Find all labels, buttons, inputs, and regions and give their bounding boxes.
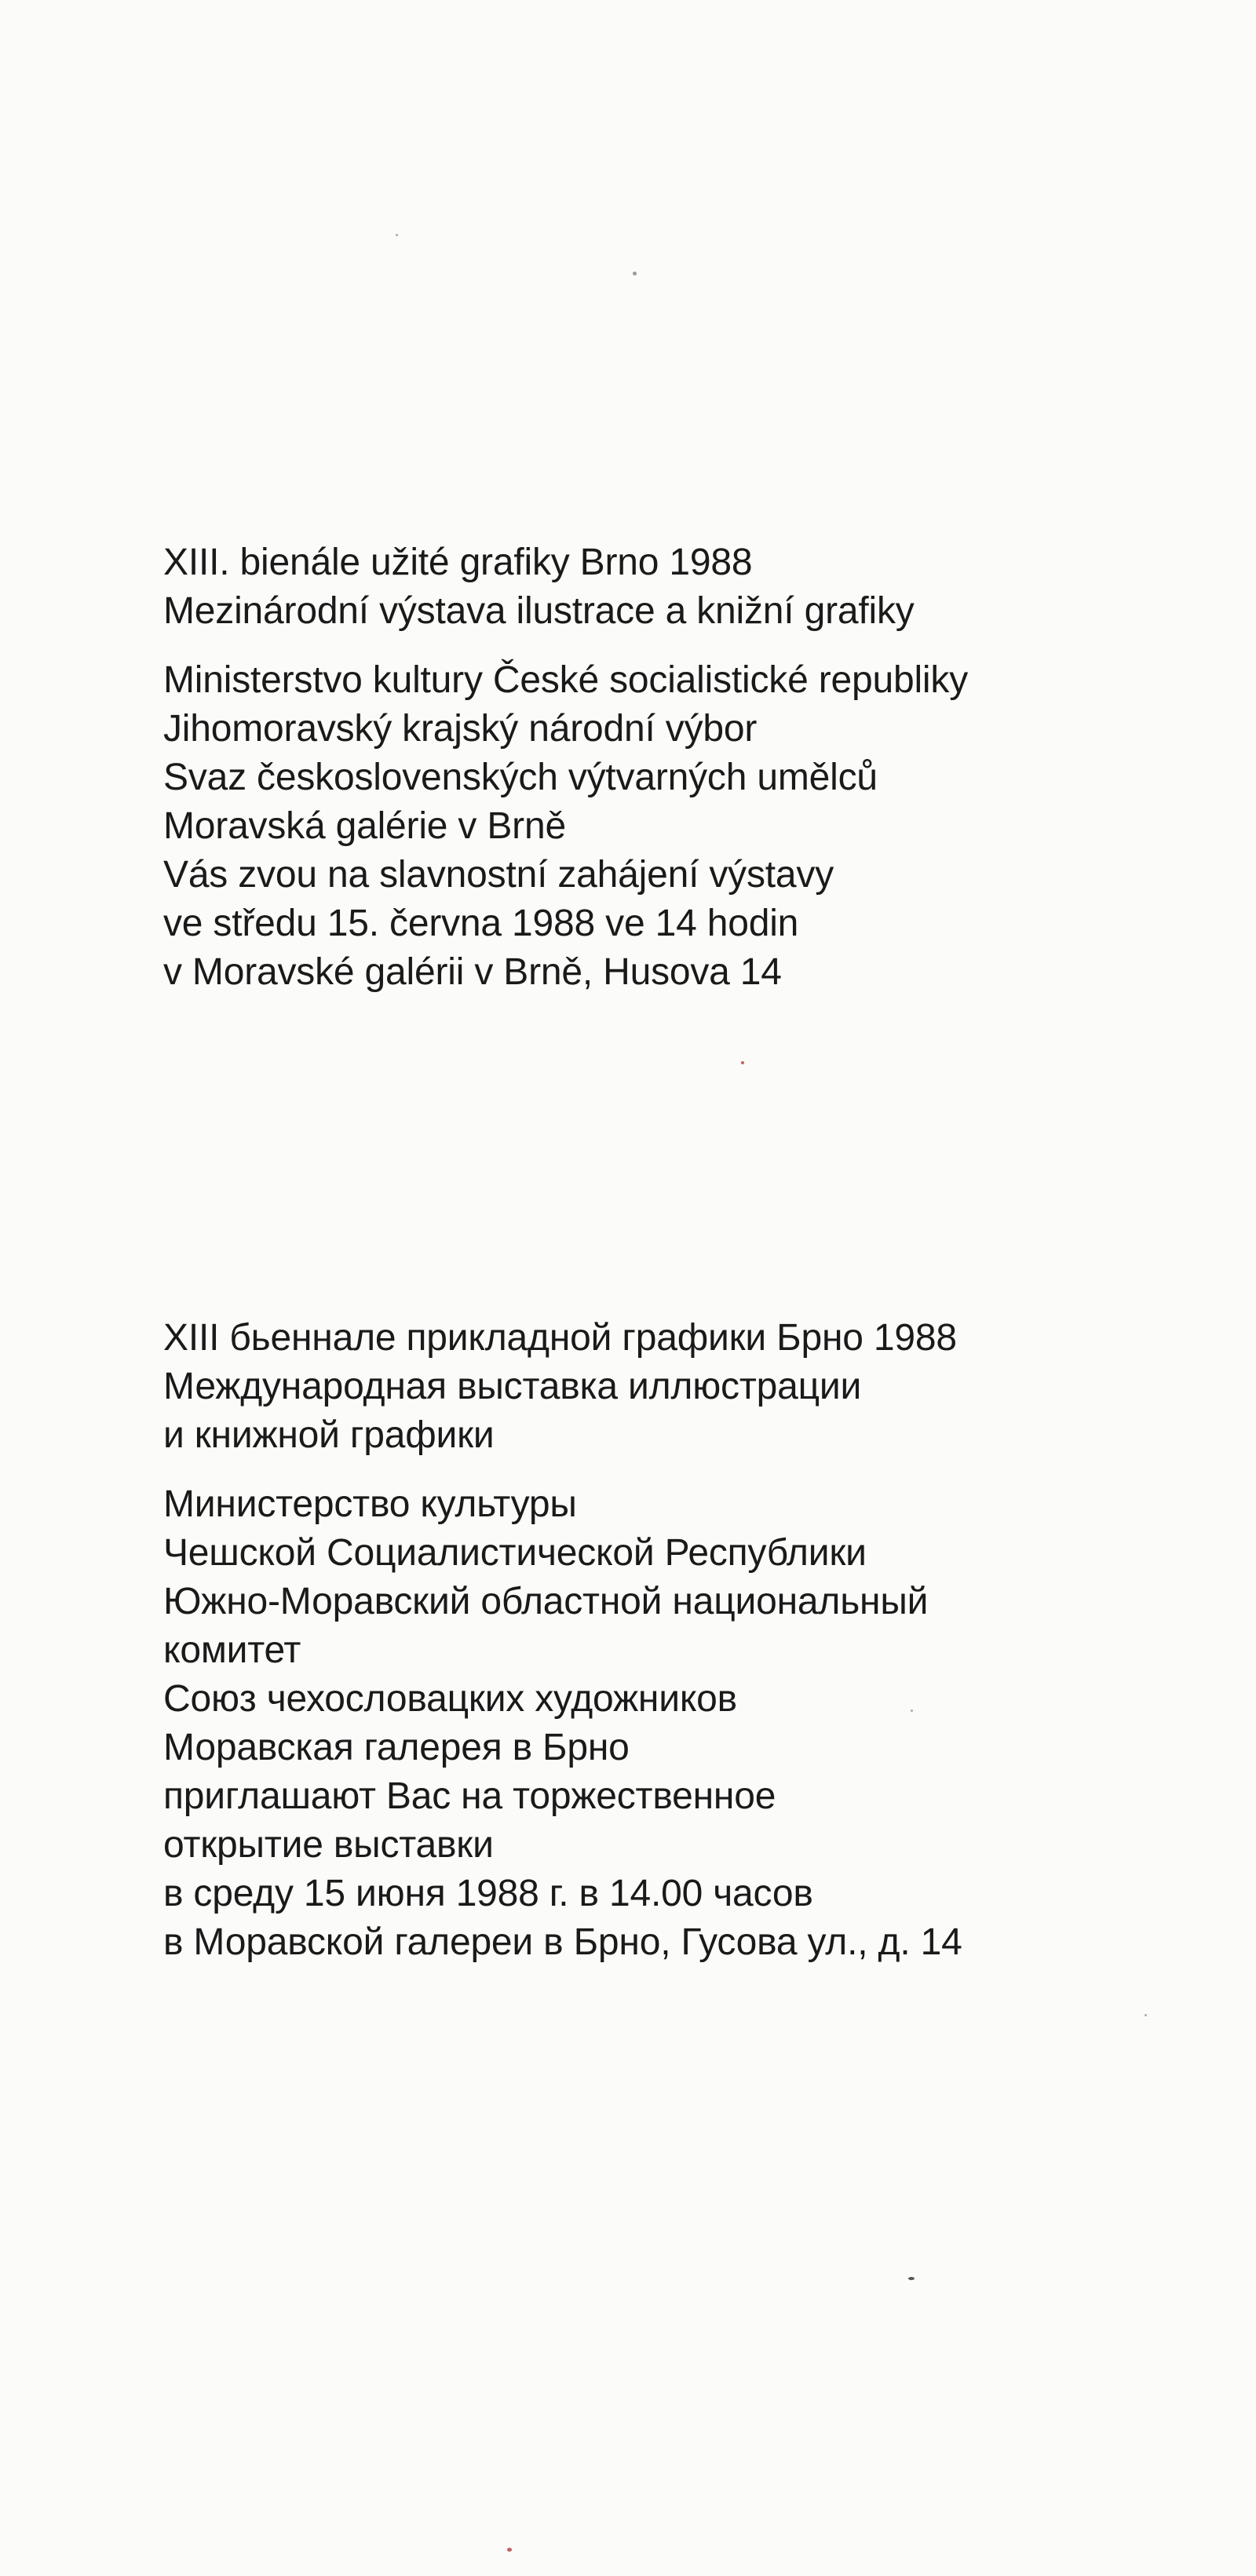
czech-body-line-5: Vás zvou na slavnostní zahájení výstavy xyxy=(163,854,834,896)
russian-title-line-2: Международная выставка иллюстрации xyxy=(163,1366,862,1407)
paper-speck xyxy=(1145,2014,1147,2016)
russian-body-line-1: Министерство культуры xyxy=(163,1483,577,1525)
czech-body-line-1: Ministerstvo kultury České socialistické republiky xyxy=(163,659,969,701)
paper-speck xyxy=(908,2277,915,2280)
paper-speck xyxy=(507,2548,512,2552)
czech-body-line-7: v Moravské galérii v Brně, Husova 14 xyxy=(163,951,782,993)
russian-title-line-1: XIII бьеннале прикладной графики Брно 1988 xyxy=(163,1317,957,1359)
czech-body-line-2: Jihomoravský krajský národní výbor xyxy=(163,708,758,750)
czech-title-line-2: Mezinárodní výstava ilustrace a knižní grafiky xyxy=(163,590,915,632)
russian-body-line-7: приглашают Вас на торжественное xyxy=(163,1775,776,1817)
czech-body-line-3: Svaz československých výtvarných umělců xyxy=(163,757,878,798)
czech-title xyxy=(163,538,915,636)
russian-title xyxy=(163,1314,957,1460)
czech-title-line-1: XIII. bienále užité grafiky Brno 1988 xyxy=(163,542,753,583)
czech-body-line-4: Moravská galérie v Brně xyxy=(163,805,566,847)
paper-speck xyxy=(396,234,398,236)
russian-body-line-6: Моравская галерея в Брно xyxy=(163,1727,630,1768)
paper-speck xyxy=(633,272,637,275)
russian-body-line-5: Союз чехословацких художников xyxy=(163,1678,737,1720)
paper-speck xyxy=(911,1709,913,1712)
czech-invitation-text xyxy=(163,656,968,997)
russian-body-line-8: открытие выставки xyxy=(163,1824,494,1866)
russian-body-line-10: в Моравской галереи в Брно, Гусова ул., д. 14 xyxy=(163,1921,962,1963)
russian-body-line-9: в среду 15 июня 1988 г. в 14.00 часов xyxy=(163,1873,813,1914)
russian-title-line-3: и книжной графики xyxy=(163,1414,495,1456)
russian-body-line-4: комитет xyxy=(163,1629,301,1671)
paper-speck xyxy=(741,1061,744,1064)
czech-body-line-6: ve středu 15. června 1988 ve 14 hodin xyxy=(163,903,799,944)
russian-body-line-2: Чешской Социалистической Республики xyxy=(163,1532,867,1574)
russian-body-line-3: Южно-Моравский областной национальный xyxy=(163,1581,929,1622)
russian-invitation-text xyxy=(163,1480,962,1967)
